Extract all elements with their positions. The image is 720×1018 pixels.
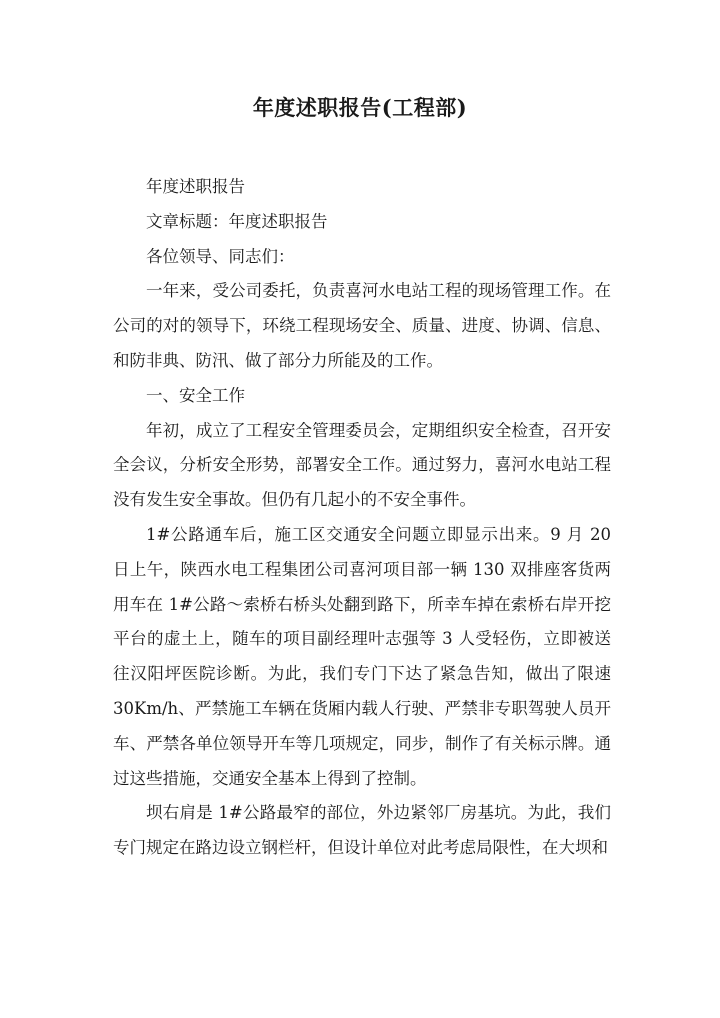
paragraph-salutation: 各位领导、同志们： [146, 246, 295, 266]
paragraph-heading-repeat: 年度述职报告 [146, 177, 245, 196]
document-body [113, 170, 611, 866]
section-heading-safety: 一、安全工作 [146, 385, 245, 405]
paragraph-traffic-incident: 1#公路通车后，施工区交通安全问题立即显示出来。9 月 20 日上午，陕西水电工程集团公司喜河项目部一辆 130 双排座客货两用车在 1#公路～索桥右桥头处翻到路下，所幸车掉在索桥右岸开挖平台的虚土上，随车的项目副经理叶志强等 3 人受轻伤，立即被送往汉阳坪医院诊断。为此，我们专门下达了紧急告知，做出了限速 30Km/h、严禁施工车辆在货厢内载人行驶、严禁非专职驾驶人员开车、严禁各单位领导开车等几项规定，同步，制作了有关标示牌。通过这些措施，交通安全基本上得到了控制。 [113, 524, 611, 788]
paragraph-safety-overview: 年初，成立了工程安全管理委员会，定期组织安全检查，召开安全会议，分析安全形势，部署安全工作。通过努力，喜河水电站工程没有发生安全事故。但仍有几起小的不安全事件。 [113, 420, 611, 510]
paragraph-dam-shoulder: 坝右肩是 1#公路最窄的部位，外边紧邻厂房基坑。为此，我们专门规定在路边设立钢栏杆，但设计单位对此考虑局限性，在大坝和 [113, 803, 611, 858]
paragraph-intro: 一年来，受公司委托，负责喜河水电站工程的现场管理工作。在公司的对的领导下，环绕工程现场安全、质量、进度、协调、信息、和防非典、防汛、做了部分力所能及的工作。 [113, 281, 611, 370]
paragraph-article-title: 文章标题：年度述职报告 [146, 211, 328, 231]
document-title: 年度述职报告(工程部) [252, 95, 468, 120]
